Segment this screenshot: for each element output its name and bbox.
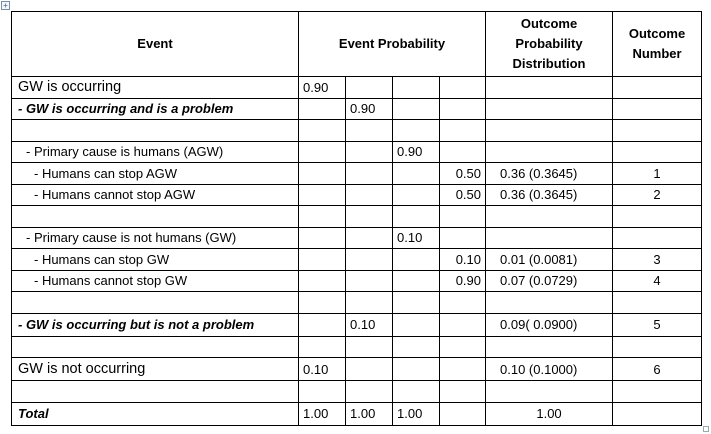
prob-level3-cell [393, 163, 440, 185]
event-cell: - Humans can stop GW [12, 249, 299, 271]
prob-level1-cell [299, 270, 346, 292]
table-row [12, 381, 702, 403]
prob-level1-cell [299, 381, 346, 403]
prob-level1-cell: 0.10 [299, 358, 346, 381]
prob-level1-cell [299, 292, 346, 314]
distribution-cell [486, 336, 613, 358]
outcome-number-cell [613, 381, 702, 403]
distribution-cell [486, 227, 613, 249]
prob-level4-cell [440, 206, 486, 228]
table-row [12, 227, 702, 249]
total-distribution-cell: 1.00 [486, 402, 613, 425]
prob-level2-cell [346, 120, 393, 142]
total-level2-cell: 1.00 [346, 402, 393, 425]
prob-level4-cell [440, 77, 486, 99]
total-level3-cell: 1.00 [393, 402, 440, 425]
event-cell: - Humans can stop AGW [12, 163, 299, 185]
table-resize-handle-icon[interactable] [703, 426, 709, 432]
event-cell: - GW is occurring and is a problem [12, 98, 299, 120]
prob-level1-cell [299, 313, 346, 336]
prob-level2-cell: 0.90 [346, 98, 393, 120]
total-label-cell: Total [12, 402, 299, 425]
outcome-number-cell: 3 [613, 249, 702, 271]
table-row [12, 141, 702, 163]
event-cell [12, 292, 299, 314]
prob-level2-cell [346, 77, 393, 99]
distribution-cell [486, 206, 613, 228]
event-cell: GW is occurring [12, 77, 299, 99]
table-row [12, 270, 702, 292]
prob-level3-cell [393, 120, 440, 142]
total-row [12, 402, 702, 425]
distribution-cell: 0.10 (0.1000) [486, 358, 613, 381]
header-event-probability: Event Probability [299, 12, 486, 77]
prob-level1-cell [299, 227, 346, 249]
outcome-number-cell [613, 292, 702, 314]
prob-level1-cell [299, 184, 346, 206]
event-cell: - Primary cause is not humans (GW) [12, 227, 299, 249]
prob-level1-cell [299, 249, 346, 271]
prob-level4-cell: 0.50 [440, 184, 486, 206]
event-cell [12, 206, 299, 228]
table-row [12, 120, 702, 142]
prob-level4-cell [440, 98, 486, 120]
outcome-number-cell [613, 120, 702, 142]
outcome-number-cell: 6 [613, 358, 702, 381]
outcome-number-cell [613, 141, 702, 163]
total-level4-cell [440, 402, 486, 425]
outcome-number-cell [613, 206, 702, 228]
prob-level3-cell [393, 336, 440, 358]
distribution-cell: 0.09( 0.0900) [486, 313, 613, 336]
prob-level3-cell: 0.90 [393, 141, 440, 163]
prob-level2-cell [346, 336, 393, 358]
distribution-cell [486, 381, 613, 403]
prob-level4-cell [440, 141, 486, 163]
outcome-number-cell [613, 227, 702, 249]
total-number-cell [613, 402, 702, 425]
prob-level2-cell [346, 249, 393, 271]
prob-level2-cell [346, 270, 393, 292]
table-row [12, 336, 702, 358]
distribution-cell: 0.01 (0.0081) [486, 249, 613, 271]
header-row [12, 12, 702, 77]
table-row [12, 292, 702, 314]
prob-level3-cell [393, 292, 440, 314]
prob-level2-cell: 0.10 [346, 313, 393, 336]
prob-level2-cell [346, 358, 393, 381]
table-row [12, 98, 702, 120]
prob-level4-cell [440, 336, 486, 358]
outcome-number-cell: 2 [613, 184, 702, 206]
outcome-number-cell: 4 [613, 270, 702, 292]
prob-level4-cell: 0.50 [440, 163, 486, 185]
prob-level4-cell [440, 120, 486, 142]
prob-level3-cell [393, 381, 440, 403]
prob-level3-cell [393, 98, 440, 120]
distribution-cell: 0.07 (0.0729) [486, 270, 613, 292]
event-cell [12, 381, 299, 403]
prob-level4-cell [440, 292, 486, 314]
prob-level4-cell [440, 313, 486, 336]
event-cell [12, 120, 299, 142]
prob-level4-cell: 0.10 [440, 249, 486, 271]
prob-level3-cell [393, 184, 440, 206]
prob-level3-cell: 0.10 [393, 227, 440, 249]
distribution-cell: 0.36 (0.3645) [486, 184, 613, 206]
prob-level3-cell [393, 358, 440, 381]
prob-level1-cell [299, 98, 346, 120]
prob-level2-cell [346, 292, 393, 314]
outcome-number-cell [613, 336, 702, 358]
event-cell: - GW is occurring but is not a problem [12, 313, 299, 336]
header-outcome-number: Outcome Number [613, 12, 702, 77]
prob-level4-cell [440, 381, 486, 403]
distribution-cell [486, 77, 613, 99]
table-row [12, 313, 702, 336]
table-row [12, 77, 702, 99]
table-row [12, 184, 702, 206]
prob-level4-cell: 0.90 [440, 270, 486, 292]
event-cell: - Humans cannot stop AGW [12, 184, 299, 206]
prob-level1-cell [299, 120, 346, 142]
prob-level2-cell [346, 381, 393, 403]
prob-level3-cell [393, 313, 440, 336]
prob-level3-cell [393, 249, 440, 271]
event-cell: GW is not occurring [12, 358, 299, 381]
outcome-number-cell: 5 [613, 313, 702, 336]
event-cell [12, 336, 299, 358]
prob-level1-cell [299, 336, 346, 358]
prob-level2-cell [346, 184, 393, 206]
prob-level2-cell [346, 141, 393, 163]
event-cell: - Humans cannot stop GW [12, 270, 299, 292]
header-event: Event [12, 12, 299, 77]
event-cell: - Primary cause is humans (AGW) [12, 141, 299, 163]
prob-level2-cell [346, 206, 393, 228]
prob-level1-cell [299, 141, 346, 163]
table-row [12, 249, 702, 271]
table-move-handle-icon[interactable]: + [1, 1, 10, 10]
prob-level1-cell: 0.90 [299, 77, 346, 99]
table-row [12, 163, 702, 185]
prob-level4-cell [440, 227, 486, 249]
prob-level1-cell [299, 206, 346, 228]
distribution-cell: 0.36 (0.3645) [486, 163, 613, 185]
prob-level3-cell [393, 77, 440, 99]
total-level1-cell: 1.00 [299, 402, 346, 425]
header-outcome-distribution: Outcome Probability Distribution [486, 12, 613, 77]
prob-level1-cell [299, 163, 346, 185]
outcome-number-cell [613, 98, 702, 120]
prob-level3-cell [393, 270, 440, 292]
table-row [12, 206, 702, 228]
distribution-cell [486, 141, 613, 163]
prob-level3-cell [393, 206, 440, 228]
distribution-cell [486, 292, 613, 314]
table-row [12, 358, 702, 381]
distribution-cell [486, 120, 613, 142]
prob-level2-cell [346, 227, 393, 249]
prob-level4-cell [440, 358, 486, 381]
probability-table [11, 11, 702, 426]
outcome-number-cell: 1 [613, 163, 702, 185]
distribution-cell [486, 98, 613, 120]
prob-level2-cell [346, 163, 393, 185]
outcome-number-cell [613, 77, 702, 99]
